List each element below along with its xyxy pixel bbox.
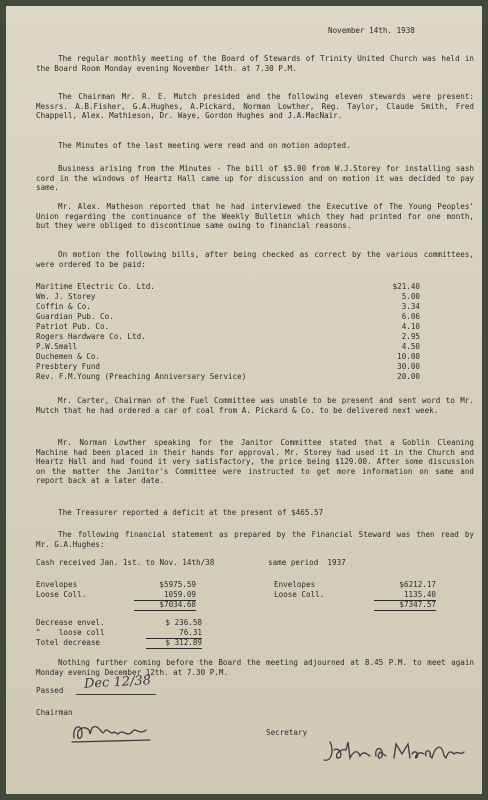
cash-amount: 1135.40 (374, 590, 436, 601)
decrease-label: " loose coll (36, 628, 105, 637)
paragraph-treasurer-deficit: The Treasurer reported a deficit at the present of $465.57 (58, 508, 324, 517)
bill-amount: 4.10 (401, 322, 420, 331)
cash-label: Loose Coll. (274, 590, 325, 599)
cash-label: Envelopes (36, 580, 78, 589)
secretary-signature (320, 736, 470, 770)
paragraph-bulletin-report: Mr. Alex. Matheson reported that he had interviewed the Executive of The Young Peoples' Union regarding the continuance of the Weekly Bulletin which they had printed for one month, but they were obliged to discontinue same owing to financial reasons. (36, 202, 474, 231)
decrease-label: Totel decrease (36, 638, 101, 647)
cash-total: $7034.68 (134, 600, 196, 611)
paragraph-attendance: The Chairman Mr. R. E. Mutch presided and the following eleven stewards were present: Messrs. A.B.Fisher, G.A.Hughes, A.Pickard, Norman Lowther, Reg. Taylor, Claude Smith, Fred Chappell, Alex. Mathieson, Dr. Waye, Gordon Hughes and J.A.MacNair. (36, 92, 474, 121)
bill-amount: 4.50 (401, 342, 420, 351)
decrease-label: Decrease envel. (36, 618, 105, 627)
paragraph-opening: The regular monthly meeting of the Board of Stewards of Trinity United Church was held in the Board Room Monday evening November 14th. at 7.30 P.M. (36, 54, 474, 73)
passed-label: Passed (36, 686, 64, 695)
bill-name: Wm. J. Storey (36, 292, 96, 301)
bill-amount: 20.00 (397, 372, 420, 381)
bill-amount: 3.34 (401, 302, 420, 311)
paragraph-janitor-committee: Mr. Norman Lowther speaking for the Janitor Committee stated that a Goblin Cleaning Machine had been placed in their hands for approval. Mr. Storey had used it in the Church and Heartz Hall and had found it very satisfactory, the price being $129.00. After some discussion on the matter the Janitor's Committee were instructed to get more information on same and report back at a later date. (36, 438, 474, 486)
bill-name: Maritime Electric Co. Ltd. (36, 282, 155, 291)
passed-date-handwritten: Dec 12/38 (83, 673, 152, 692)
bill-amount: 30.00 (397, 362, 420, 371)
paragraph-fuel-committee: Mr. Carter, Chairman of the Fuel Committee was unable to be present and sent word to Mr. Mutch that he had ordered a car of coal from A. Pickard & Co. to be delivered next week. (36, 396, 474, 415)
chairman-signature (68, 718, 158, 748)
cash-amount: 1059.09 (134, 590, 196, 601)
cash-label: Loose Coll. (36, 590, 87, 599)
paragraph-adjournment: Nothing further coming before the Board the meeting adjourned at 8.45 P.M. to meet again Monday evening December 12th. at 7.30 P.M. (36, 658, 474, 677)
bill-name: Coffin & Co. (36, 302, 91, 311)
same-period-label: same period 1937 (268, 558, 346, 567)
cash-total: $7347.57 (374, 600, 436, 611)
passed-date-line (76, 694, 156, 695)
bill-name: Duchemen & Co. (36, 352, 101, 361)
bill-name: Guardian Pub. Co. (36, 312, 114, 321)
decrease-amount: $ 236.58 (165, 618, 202, 627)
paragraph-bills-motion: On motion the following bills, after being checked as correct by the various committees, were ordered to be paid: (36, 250, 474, 269)
cash-amount: $5975.59 (159, 580, 196, 589)
meeting-date: November 14th. 1938 (328, 26, 415, 35)
bill-amount: 10.00 (397, 352, 420, 361)
bill-name: Rogers Hardware Co. Ltd. (36, 332, 146, 341)
minutes-page (6, 6, 482, 794)
paragraph-financial-statement: The following financial statement as prepared by the Financial Steward was then read by Mr. G.A.Hughes: (36, 530, 474, 549)
cash-label: Envelopes (274, 580, 316, 589)
bill-amount: 2.95 (401, 332, 420, 341)
cash-heading: Cash received Jan. 1st. to Nov. 14th/38 (36, 558, 215, 567)
bill-amount: 5.00 (401, 292, 420, 301)
paragraph-minutes-adopted: The Minutes of the last meeting were read and on motion adopted. (58, 141, 351, 150)
bill-name: Presbtery Fund (36, 362, 101, 371)
paragraph-business-arising: Business arising from the Minutes - The bill of $5.00 from W.J.Storey for installing sash cord in the windows of Heartz Hall came up for discussion and on motion it was decided to pay same. (36, 164, 474, 193)
bill-name: P.W.Small (36, 342, 78, 351)
secretary-label: Secretary (266, 728, 308, 737)
bill-amount: $21.40 (392, 282, 420, 291)
chairman-label: Chairman (36, 708, 73, 717)
cash-amount: $6212.17 (399, 580, 436, 589)
bill-name: Patriot Pub. Co. (36, 322, 110, 331)
bill-name: Rev. F.M.Young (Preaching Anniversary Service) (36, 372, 247, 381)
decrease-amount: 76.31 (146, 628, 202, 639)
decrease-total: $ 312.89 (146, 638, 202, 649)
bill-amount: 6.06 (401, 312, 420, 321)
